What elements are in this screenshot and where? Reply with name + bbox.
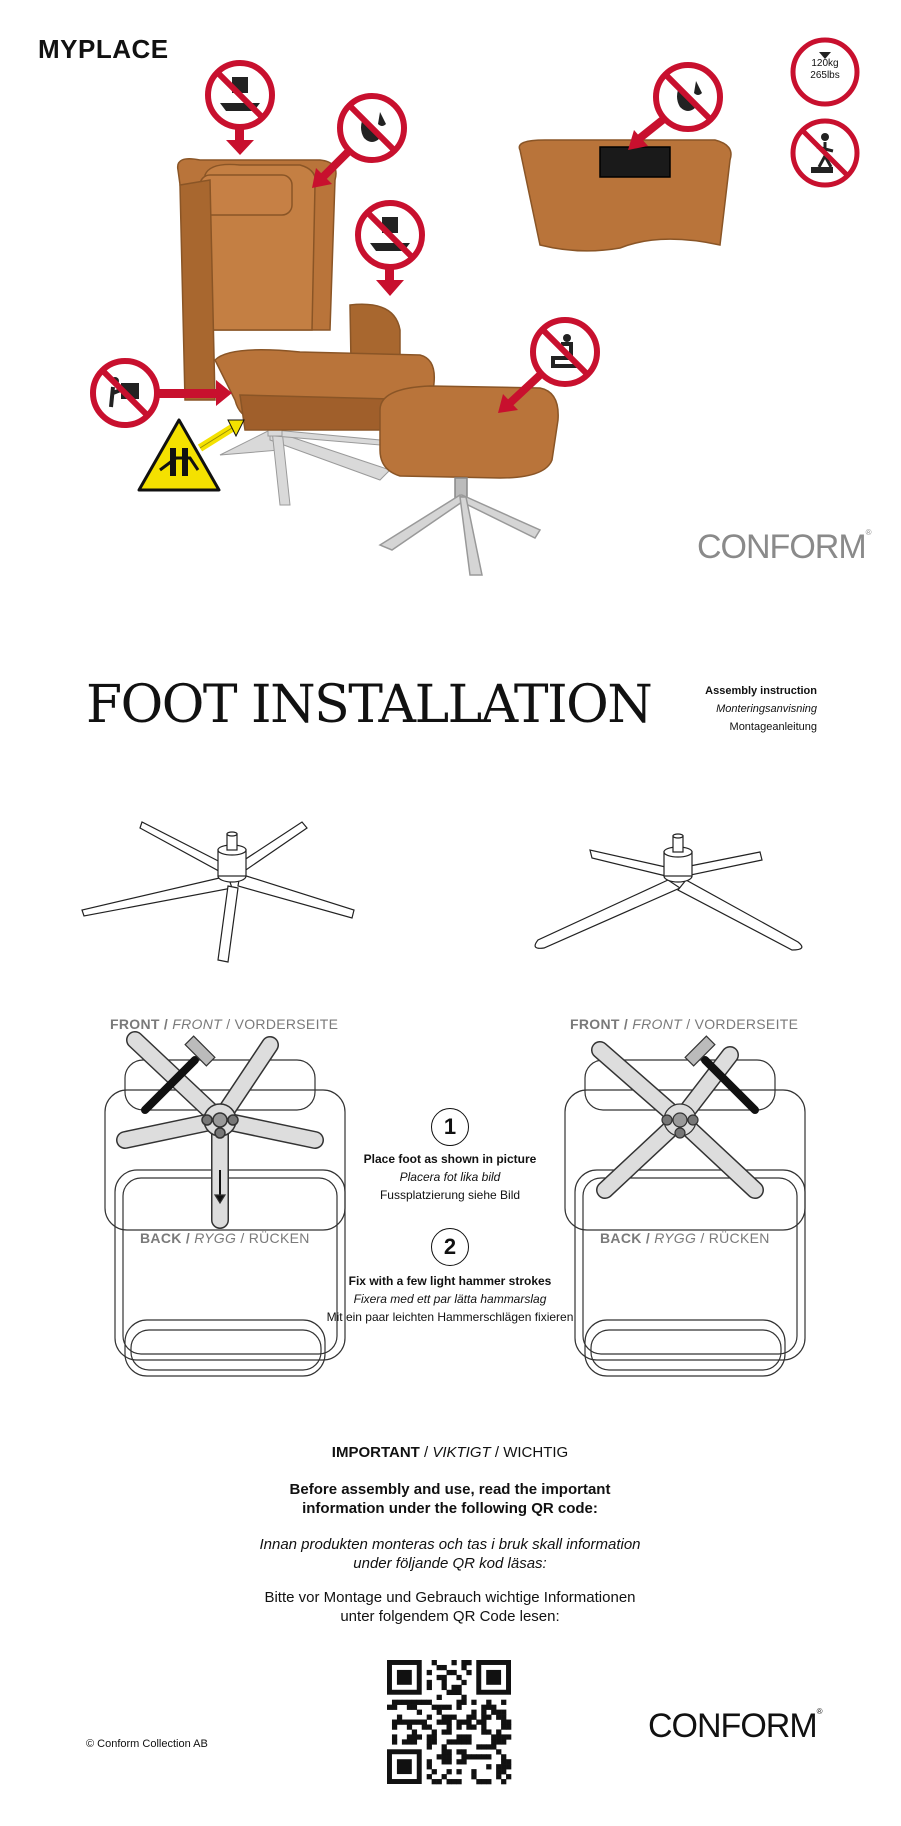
no-sitting-icon (533, 320, 597, 384)
step-1-text: Place foot as shown in picture Placera fot lika bild Fussplatzierung siehe Bild (363, 1152, 537, 1202)
no-weight-headrest-icon (208, 63, 272, 127)
brand-name: MYPLACE (38, 34, 169, 64)
chair-topview-step1 (95, 1040, 355, 1380)
foot-base-drawing-left (82, 810, 382, 970)
page-title: FOOT INSTALLATION (86, 675, 652, 735)
back-label-left: BACK / RYGG / RÜCKEN (140, 1230, 310, 1246)
subtitle-de: Montageanleitung (729, 721, 817, 733)
step-2-text: Fix with a few light hammer strokes Fixera med ett par lätta hammarslag Mit ein paar leichten Hammerschlägen fixieren (326, 1274, 574, 1324)
front-label-right: FRONT / FRONT / VORDERSEITE (570, 1016, 799, 1032)
ottoman (380, 386, 558, 575)
no-weight-seat-icon (358, 203, 422, 267)
step-2-number: 2 (431, 1228, 469, 1266)
step-1-number: 1 (431, 1108, 469, 1146)
conform-logo-bottom: CONFORM® (648, 1707, 822, 1745)
important-heading: IMPORTANT / VIKTIGT / WICHTIG (331, 1444, 569, 1461)
subtitle-sv: Monteringsanvisning (716, 703, 817, 715)
qr-code[interactable] (387, 1660, 511, 1784)
subtitle-en: Assembly instruction (705, 685, 817, 697)
arrow-down-icon (376, 268, 404, 296)
front-label-left: FRONT / FRONT / VORDERSEITE (110, 1016, 339, 1032)
important-text-de: Bitte vor Montage und Gebrauch wichtige Informationen unter folgendem QR Code lesen: (264, 1589, 636, 1625)
no-standing-icon (793, 121, 857, 185)
pinch-hazard-icon (139, 420, 219, 490)
weight-lbs-label: 265lbs (810, 70, 840, 81)
chair-illustration (0, 0, 901, 600)
important-text-en: Before assembly and use, read the important information under the following QR code: (289, 1481, 611, 1517)
headrest-detail (519, 140, 731, 251)
conform-logo-top: CONFORM® (697, 528, 871, 566)
arrow-down-icon (226, 127, 254, 155)
weight-kg-label: 120kg (811, 58, 839, 69)
important-text-sv: Innan produkten monteras och tas i bruk skall information under följande QR kod läsas: (259, 1536, 641, 1572)
chair-topview-step2 (555, 1040, 815, 1380)
back-label-right: BACK / RYGG / RÜCKEN (600, 1230, 770, 1246)
arrow-diagonal-icon (200, 420, 244, 448)
no-lifting-icon (93, 361, 157, 425)
copyright: © Conform Collection AB (86, 1738, 208, 1750)
foot-base-drawing-right (530, 810, 830, 970)
